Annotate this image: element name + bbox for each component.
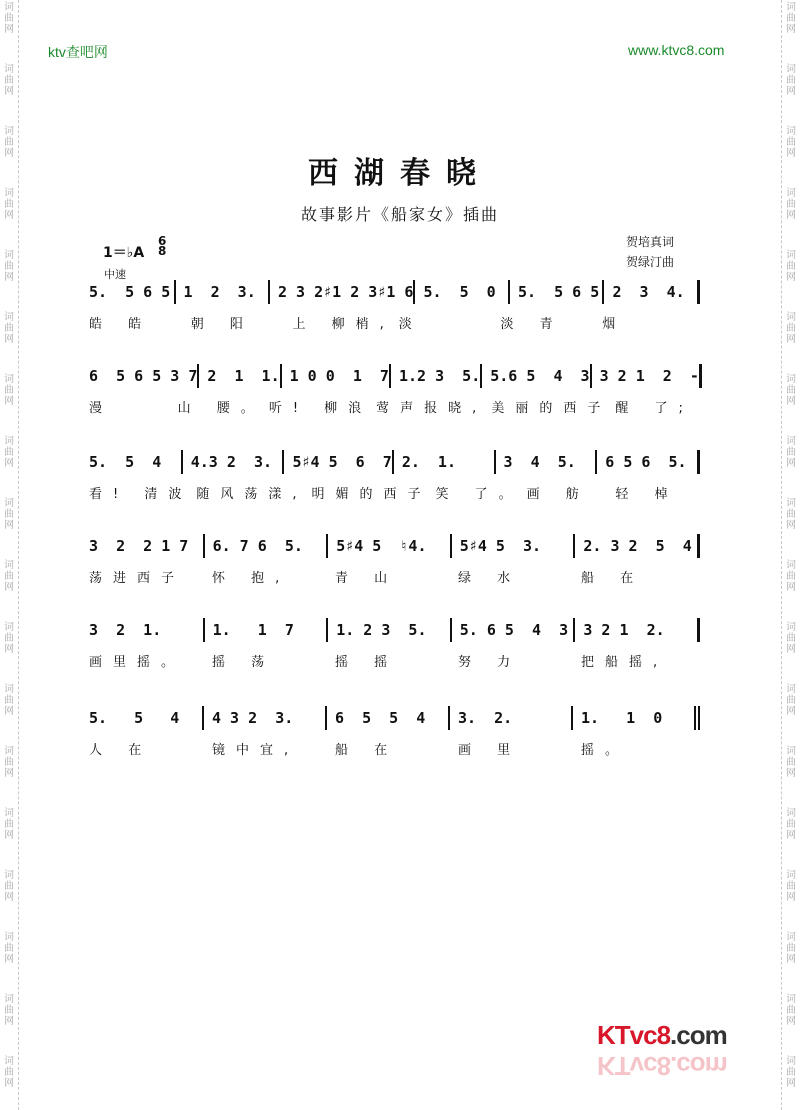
lyric-segment: 朝 阳 <box>190 317 254 332</box>
lyric-segment: 轻 棹 <box>615 487 679 502</box>
lyric-segment: 镜中宜, <box>212 743 300 758</box>
lyric-segment: 摇 荡 <box>212 655 276 670</box>
lyric-segment: 明媚的西子 <box>311 487 432 502</box>
lyrics-line <box>85 316 700 334</box>
lyric-segment: 努 力 <box>458 655 522 670</box>
side-watermark: 词 曲 网 <box>786 188 796 221</box>
lyric-segment: 绿 水 <box>458 571 522 586</box>
measure: 1. 2 3 5. <box>328 618 452 642</box>
measure: 4 3 2 3. <box>204 706 327 730</box>
lyric-segment: 烟 <box>602 317 627 332</box>
side-watermark: 词 曲 网 <box>4 870 14 903</box>
side-watermark: 词 曲 网 <box>4 250 14 283</box>
measure: 3 2 1. <box>85 618 205 642</box>
side-watermark: 词 曲 网 <box>4 498 14 531</box>
header-site-url[interactable]: www.ktvc8.com <box>628 42 725 58</box>
measure: 1. 1 0 <box>573 706 700 730</box>
side-watermark: 词 曲 网 <box>4 374 14 407</box>
measure: 6 5 5 4 <box>327 706 450 730</box>
side-watermark: 词 曲 网 <box>4 684 14 717</box>
key-signature: 1＝♭A <box>103 245 145 261</box>
logo-reflection <box>597 1050 727 1081</box>
notes-line <box>85 618 700 642</box>
lyric-segment: 把船摇, <box>581 655 669 670</box>
lyric-segment: 画里摇。 <box>89 655 186 670</box>
side-watermark: 词 曲 网 <box>786 64 796 97</box>
measure: 5. 5 4 <box>85 706 204 730</box>
measure: 5♯4 5 3. <box>452 534 576 558</box>
side-watermark: 词 曲 网 <box>786 932 796 965</box>
song-title: 西湖春晓 <box>308 156 492 191</box>
side-watermark: 词 曲 网 <box>786 1056 796 1089</box>
lyric-segment: 皓 皓 <box>89 317 153 332</box>
side-watermark: 词 曲 网 <box>4 64 14 97</box>
lyric-segment: 上 柳梢, <box>292 317 395 332</box>
measure: 5. 6 5 4 3 <box>452 618 576 642</box>
lyrics-line <box>85 400 700 418</box>
notes-line <box>85 364 700 388</box>
side-watermark: 词 曲 网 <box>4 932 14 965</box>
measure: 2 3 4. <box>604 280 700 304</box>
lyric-segment: 人 在 <box>89 743 153 758</box>
measure: 6 5 6 5. <box>597 450 700 474</box>
side-watermark: 词 曲 网 <box>786 808 796 841</box>
lyric-segment: 莺声报晓, <box>376 401 488 416</box>
side-watermark: 词 曲 网 <box>786 126 796 159</box>
lyric-segment: 笑 了。 <box>435 487 523 502</box>
lyrics-line <box>85 570 700 588</box>
side-watermark: 词 曲 网 <box>786 994 796 1027</box>
side-watermark: 词 曲 网 <box>786 684 796 717</box>
measure: 5. 5 6 5 <box>85 280 176 304</box>
composer-credit: 贺绿汀曲 <box>626 255 675 269</box>
side-watermark: 词 曲 网 <box>4 1056 14 1089</box>
lyrics-line <box>85 486 700 504</box>
measure: 5. 5 6 5 <box>510 280 605 304</box>
side-watermark: 词 曲 网 <box>786 560 796 593</box>
side-watermark: 词 曲 网 <box>786 2 796 35</box>
measure: 2 1 1. <box>199 364 281 388</box>
lyric-segment: 荡进西子 <box>89 571 186 586</box>
measure: 5. 5 4 <box>85 450 183 474</box>
lyric-segment: 怀 抱, <box>212 571 291 586</box>
measure: 2. 3 2 5 4 <box>575 534 700 558</box>
measure: 4.3 2 3. <box>183 450 285 474</box>
lyric-segment: 听! 柳浪 <box>268 401 373 416</box>
measure: 3 4 5. <box>496 450 598 474</box>
measure: 5♯4 5 6 7 <box>284 450 393 474</box>
measure: 6. 7 6 5. <box>205 534 329 558</box>
lyric-segment: 青 山 <box>335 571 399 586</box>
lyric-segment: 淡 青 <box>500 317 564 332</box>
tempo-marking: 中速 <box>104 268 126 281</box>
lyrics-line <box>85 654 700 672</box>
side-watermark: 词 曲 网 <box>786 498 796 531</box>
lyric-segment: 看! 清波 <box>89 487 193 502</box>
side-watermark: 词 曲 网 <box>4 126 14 159</box>
logo-part1: KTvc8 <box>597 1020 671 1050</box>
ktvc8-logo[interactable] <box>597 1020 727 1051</box>
side-watermark: 词 曲 网 <box>786 622 796 655</box>
lyricist-credit: 贺培真词 <box>626 235 675 249</box>
lyric-segment: 摇。 <box>581 743 630 758</box>
side-watermark: 词 曲 网 <box>4 560 14 593</box>
measure: 2 3 2♯1 2 3♯1 6 <box>270 280 415 304</box>
side-watermark: 词 曲 网 <box>4 436 14 469</box>
lyrics-line <box>85 742 700 760</box>
notes-line <box>85 280 700 304</box>
time-signature-bottom: 8 <box>158 244 167 258</box>
notes-line <box>85 534 700 558</box>
measure: 5. 5 0 <box>415 280 510 304</box>
measure: 1 2 3. <box>176 280 271 304</box>
side-watermark: 词 曲 网 <box>4 2 14 35</box>
logo-part2: .com <box>670 1020 727 1050</box>
lyric-segment: 画 里 <box>458 743 522 758</box>
measure: 1 0 0 1 7 <box>282 364 391 388</box>
side-watermark: 词 曲 网 <box>786 374 796 407</box>
side-watermark: 词 曲 网 <box>786 436 796 469</box>
lyric-segment: 画 舫 <box>526 487 590 502</box>
measure: 1.2 3 5. <box>391 364 482 388</box>
measure: 3 2 1 2 - <box>592 364 702 388</box>
song-subtitle: 故事影片《船家女》插曲 <box>300 205 499 224</box>
side-watermark: 词 曲 网 <box>4 188 14 221</box>
measure: 5.6 5 4 3 <box>482 364 591 388</box>
measure: 2. 1. <box>394 450 496 474</box>
notes-line <box>85 706 700 730</box>
measure: 5♯4 5 ♮4. <box>328 534 452 558</box>
side-watermark: 词 曲 网 <box>4 994 14 1027</box>
lyric-segment: 随风荡漾, <box>196 487 308 502</box>
measure: 3 2 2 1 7 <box>85 534 205 558</box>
measure: 1. 1 7 <box>205 618 329 642</box>
side-watermark: 词 曲 网 <box>786 746 796 779</box>
measure: 3 2 1 2. <box>575 618 700 642</box>
logo-reflection-part1: KTvc8 <box>597 1051 671 1081</box>
side-watermark: 词 曲 网 <box>4 622 14 655</box>
side-watermark: 词 曲 网 <box>786 312 796 345</box>
measure: 3. 2. <box>450 706 573 730</box>
time-signature-top: 6 <box>158 234 167 248</box>
lyric-segment: 山 腰。 <box>177 401 265 416</box>
lyric-segment: 船 在 <box>581 571 645 586</box>
time-signature <box>158 236 166 256</box>
notes-line <box>85 450 700 474</box>
side-watermark: 词 曲 网 <box>786 870 796 903</box>
lyric-segment: 摇 摇 <box>335 655 399 670</box>
lyric-segment: 船 在 <box>335 743 399 758</box>
lyric-segment: 淡 <box>398 317 423 332</box>
side-watermark: 词 曲 网 <box>4 746 14 779</box>
side-watermark: 词 曲 网 <box>4 312 14 345</box>
header-site-name[interactable]: ktv查吧网 <box>48 44 108 60</box>
lyric-segment: 漫 <box>89 401 114 416</box>
logo-reflection-part2: .com <box>670 1051 727 1081</box>
lyric-segment: 美丽的西子 <box>491 401 612 416</box>
side-watermark: 词 曲 网 <box>4 808 14 841</box>
measure: 6 5 6 5 3 7 <box>85 364 199 388</box>
side-watermark: 词 曲 网 <box>786 250 796 283</box>
lyric-segment: 醒 了; <box>615 401 694 416</box>
